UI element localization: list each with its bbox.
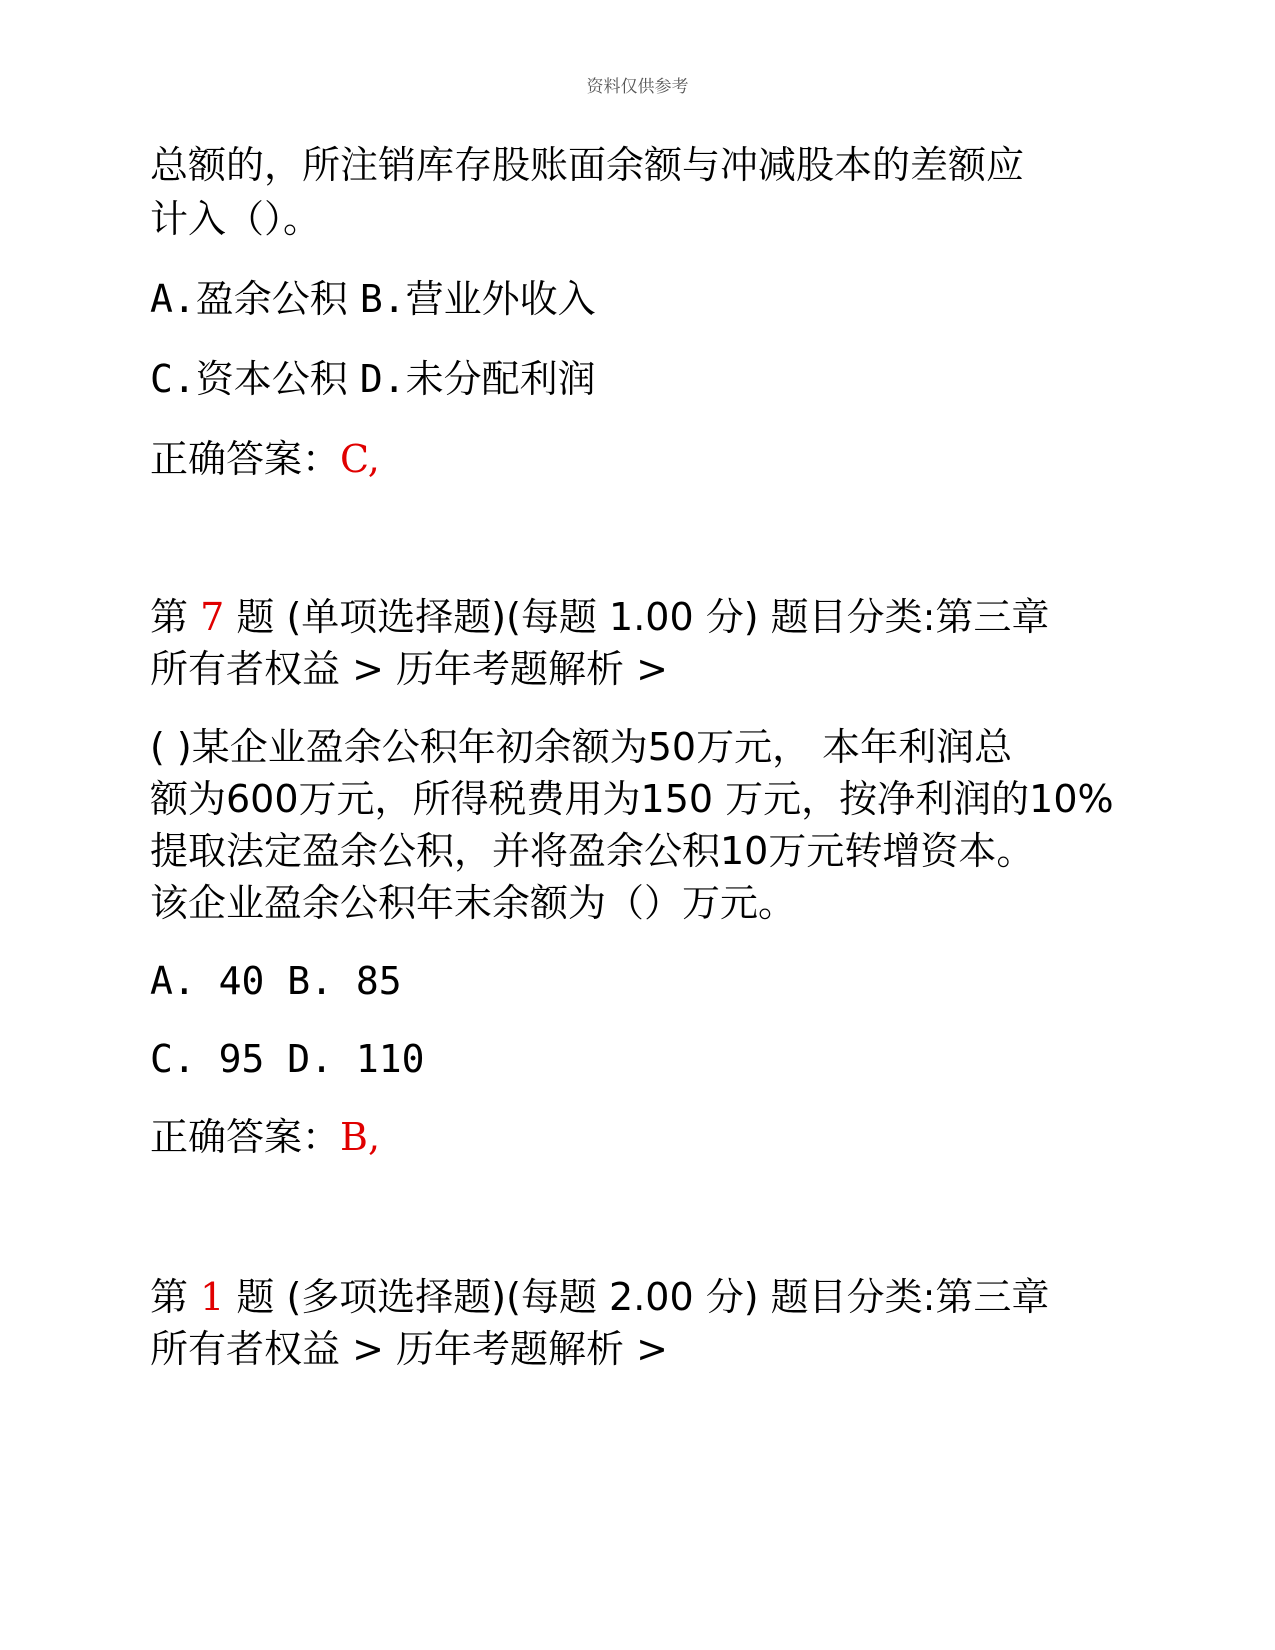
q6-option-d: D.未分配利润 — [359, 357, 596, 401]
q7-stem-line-2: 额为600万元，所得税费用为150 万元，按净利润的10% — [150, 777, 1114, 821]
q6-options-row-1 — [150, 274, 596, 324]
q7-heading-rest: 题 (单项选择题)(每题 1.00 分) 题目分类:第三章 — [236, 595, 1050, 639]
q6-answer-label: 正确答案： — [150, 437, 341, 481]
q6-stem-line-2: 计入（）。 — [150, 197, 322, 241]
q7-stem-line-1: ( )某企业盈余公积年初余额为50万元， 本年利润总 — [150, 725, 1013, 769]
q6-answer-value: C, — [340, 437, 380, 481]
q7-options-row-2: C. 95 D. 110 — [150, 1037, 425, 1081]
q6-option-b: B.营业外收入 — [359, 277, 596, 321]
q7-answer-value: B, — [340, 1115, 381, 1159]
q6-stem-line-1: 总额的，所注销库存股账面余额与冲减股本的差额应 — [150, 143, 1025, 187]
q1-heading-rest: 题 (多项选择题)(每题 2.00 分) 题目分类:第三章 — [236, 1275, 1050, 1319]
q7-answer-label: 正确答案： — [150, 1115, 341, 1159]
q6-answer — [150, 434, 380, 484]
q7-stem-line-3: 提取法定盈余公积，并将盈余公积10万元转增资本。 — [150, 829, 1035, 873]
q1-prefix: 第 — [150, 1275, 189, 1319]
q6-option-c: C.资本公积 — [150, 357, 348, 401]
q7-heading-line-1 — [150, 592, 1049, 642]
q7-prefix: 第 — [150, 595, 189, 639]
page-header: 资料仅供参考 — [586, 77, 689, 97]
q7-heading-line-2: 所有者权益 > 历年考题解析 > — [150, 647, 668, 691]
q7-options-row-1: A. 40 B. 85 — [150, 959, 402, 1003]
q6-options-row-2 — [150, 354, 596, 404]
q7-number: 7 — [200, 595, 225, 639]
q6-option-a: A.盈余公积 — [150, 277, 348, 321]
q7-stem-line-4: 该企业盈余公积年末余额为（）万元。 — [150, 881, 797, 925]
q1-heading-line-2: 所有者权益 > 历年考题解析 > — [150, 1327, 668, 1371]
q1-number: 1 — [200, 1275, 225, 1319]
q7-answer — [150, 1112, 380, 1162]
q1-heading-line-1 — [150, 1272, 1049, 1322]
